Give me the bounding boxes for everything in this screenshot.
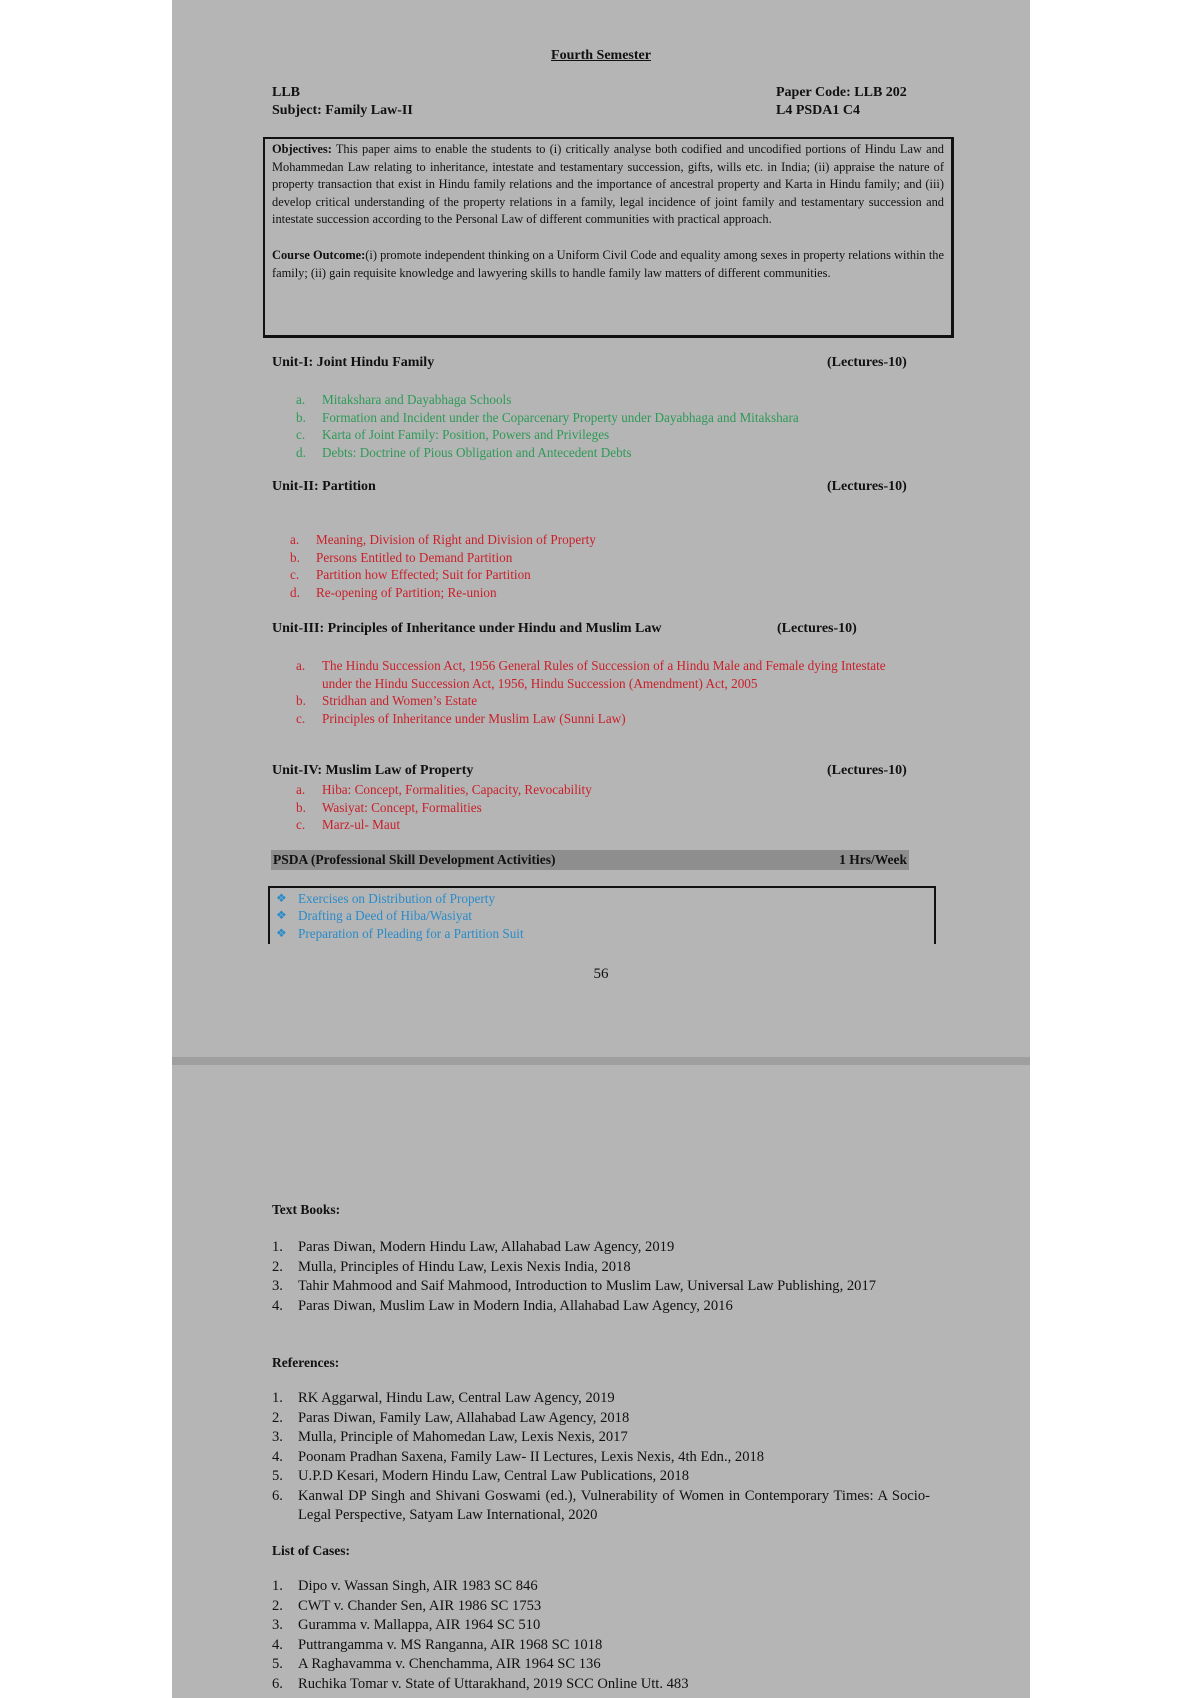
list-item: ❖ Drafting a Deed of Hiba/Wasiyat bbox=[276, 908, 472, 924]
psda-list bbox=[270, 888, 934, 942]
psda-title: PSDA (Professional Skill Development Activities) bbox=[273, 852, 556, 867]
cases-title: List of Cases: bbox=[272, 1543, 350, 1558]
unit-1-title: Unit-I: Joint Hindu Family bbox=[272, 355, 435, 370]
program-label: LLB bbox=[272, 85, 301, 100]
unit-1-lectures: (Lectures-10) bbox=[827, 355, 907, 370]
text-books-title: Text Books: bbox=[272, 1202, 341, 1217]
unit-3-title: Unit-III: Principles of Inheritance under Hindu and Muslim Law bbox=[272, 621, 662, 636]
page-separator bbox=[172, 1057, 1030, 1065]
diamond-bullet-icon: ❖ bbox=[276, 925, 287, 940]
list-item: 2. CWT v. Chander Sen, AIR 1986 SC 1753 bbox=[272, 1597, 542, 1614]
semester-title: Fourth Semester bbox=[551, 48, 651, 63]
list-item: c. Karta of Joint Family: Position, Powers and Privileges bbox=[296, 427, 610, 443]
list-item: a. Meaning, Division of Right and Division of Property bbox=[290, 532, 596, 547]
outcome-paragraph bbox=[272, 247, 944, 282]
list-item: b. Persons Entitled to Demand Partition bbox=[290, 549, 513, 565]
list-item: 6. Kanwal DP Singh and Shivani Goswami (ed.), Vulnerability of Women in Contemporary Times: A Socio-Legal Perspective, Satyam Law International, 2020 bbox=[272, 1487, 930, 1523]
list-item: c. Marz-ul- Maut bbox=[296, 817, 400, 833]
unit-4-list bbox=[296, 781, 896, 834]
psda-hours: 1 Hrs/Week bbox=[839, 852, 907, 867]
objectives-label: Objectives: bbox=[272, 142, 332, 156]
text-books-list bbox=[272, 1238, 930, 1316]
list-item: a. Hiba: Concept, Formalities, Capacity, Revocability bbox=[296, 782, 592, 797]
unit-2-lectures: (Lectures-10) bbox=[827, 479, 907, 494]
list-item: 3. Guramma v. Mallappa, AIR 1964 SC 510 bbox=[272, 1617, 541, 1633]
list-item: c. Partition how Effected; Suit for Partition bbox=[290, 567, 531, 583]
unit-3-list bbox=[296, 657, 896, 727]
psda-header-bar bbox=[271, 850, 909, 870]
header-left bbox=[272, 84, 413, 120]
list-item: d. Debts: Doctrine of Pious Obligation and Antecedent Debts bbox=[296, 444, 632, 460]
unit-3-lectures: (Lectures-10) bbox=[777, 621, 857, 636]
list-item: a. Mitakshara and Dayabhaga Schools bbox=[296, 392, 512, 407]
list-item: ❖ Exercises on Distribution of Property bbox=[276, 891, 496, 906]
header-right bbox=[776, 84, 907, 120]
list-item: a. The Hindu Succession Act, 1956 General Rules of Succession of a Hindu Male and Female dying Intestate under the Hindu Succession Act, 1956, Hindu Succession (Amendment) Act, 2005 bbox=[296, 658, 886, 691]
document-page-2 bbox=[172, 1065, 1030, 1698]
list-item: 1. Paras Diwan, Modern Hindu Law, Allahabad Law Agency, 2019 bbox=[272, 1239, 675, 1255]
list-item: b. Stridhan and Women’s Estate bbox=[296, 693, 478, 709]
list-item: 5. U.P.D Kesari, Modern Hindu Law, Central Law Publications, 2018 bbox=[272, 1468, 689, 1484]
psda-activities-box bbox=[268, 886, 936, 944]
list-item: 2. Mulla, Principles of Hindu Law, Lexis Nexis India, 2018 bbox=[272, 1258, 631, 1275]
paper-level: L4 PSDA1 C4 bbox=[776, 103, 861, 118]
list-item: 2. Paras Diwan, Family Law, Allahabad Law Agency, 2018 bbox=[272, 1409, 630, 1426]
references-list bbox=[272, 1389, 930, 1526]
references-title: References: bbox=[272, 1355, 340, 1370]
unit-2-title: Unit-II: Partition bbox=[272, 479, 376, 494]
list-item: d. Re-opening of Partition; Re-union bbox=[290, 584, 497, 600]
list-item: 4. Puttrangamma v. MS Ranganna, AIR 1968 SC 1018 bbox=[272, 1636, 603, 1653]
list-item: b. Formation and Incident under the Coparcenary Property under Dayabhaga and Mitakshara bbox=[296, 409, 799, 425]
unit-2-list bbox=[290, 531, 910, 601]
objectives-paragraph bbox=[272, 141, 944, 229]
unit-1-list bbox=[296, 391, 916, 461]
list-item: 1. RK Aggarwal, Hindu Law, Central Law Agency, 2019 bbox=[272, 1390, 615, 1406]
unit-4-title: Unit-IV: Muslim Law of Property bbox=[272, 763, 474, 778]
paper-code: Paper Code: LLB 202 bbox=[776, 85, 907, 100]
list-item: ❖ Preparation of Pleading for a Partition Suit bbox=[276, 925, 524, 941]
subject-label: Subject: Family Law-II bbox=[272, 103, 413, 118]
document-page-1 bbox=[172, 0, 1030, 1057]
list-item: 6. Ruchika Tomar v. State of Uttarakhand, 2019 SCC Online Utt. 483 bbox=[272, 1675, 689, 1692]
list-item: 1. Dipo v. Wassan Singh, AIR 1983 SC 846 bbox=[272, 1578, 538, 1594]
list-item: 3. Mulla, Principle of Mahomedan Law, Lexis Nexis, 2017 bbox=[272, 1429, 628, 1445]
objectives-box bbox=[263, 137, 954, 338]
list-item: 4. Poonam Pradhan Saxena, Family Law- II Lectures, Lexis Nexis, 4th Edn., 2018 bbox=[272, 1448, 765, 1465]
diamond-bullet-icon: ❖ bbox=[276, 891, 287, 905]
objectives-text: This paper aims to enable the students to (i) critically analyse both codified and uncodified portions of Hindu Law and Mohammedan Law relating to inheritance, intestate and testamentary succession, gifts, wills etc. in India; (ii) appraise the nature of property transaction that exist in Hindu family relations and the importance of ancestral property and Karta in Hindu family; and (iii) develop critical understanding of the property relations in a family, legal incidence of joint family and testamentary succession and intestate succession according to the Personal Law of different communities with practical approach. bbox=[272, 142, 944, 227]
list-item: 3. Tahir Mahmood and Saif Mahmood, Introduction to Muslim Law, Universal Law Publishing, 2017 bbox=[272, 1278, 877, 1294]
outcome-label: Course Outcome: bbox=[272, 247, 366, 262]
diamond-bullet-icon: ❖ bbox=[276, 908, 287, 923]
list-item: b. Wasiyat: Concept, Formalities bbox=[296, 799, 482, 815]
list-item: 5. A Raghavamma v. Chenchamma, AIR 1964 SC 136 bbox=[272, 1656, 601, 1672]
cases-list bbox=[272, 1577, 930, 1694]
list-item: 4. Paras Diwan, Muslim Law in Modern India, Allahabad Law Agency, 2016 bbox=[272, 1297, 733, 1314]
outcome-text: (i) promote independent thinking on a Uniform Civil Code and equality among sexes in property relations within the family; (ii) gain requisite knowledge and lawyering skills to handle family law matters of different communities. bbox=[272, 247, 944, 280]
unit-4-lectures: (Lectures-10) bbox=[827, 763, 907, 778]
list-item: c. Principles of Inheritance under Muslim Law (Sunni Law) bbox=[296, 710, 626, 726]
page-number: 56 bbox=[593, 966, 609, 982]
